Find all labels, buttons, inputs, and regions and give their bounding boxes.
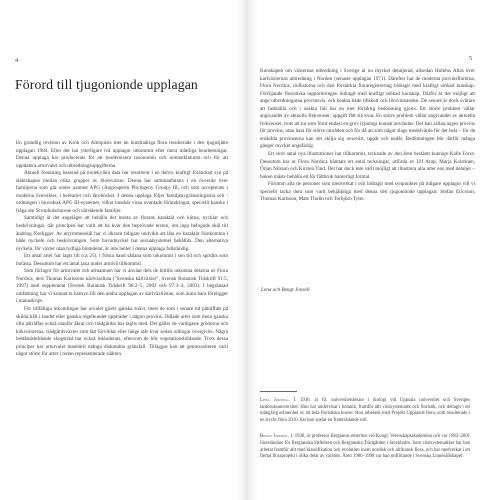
divider-rule bbox=[260, 391, 297, 392]
left-page bbox=[0, 0, 246, 500]
paragraph: En grundlig revision av Krok och Almquists mer än hundraåriga flora resulterade i den tjugosjätte upplagan 1984. Efter det har ytterligare två upplagor utkommit efter mera måttliga bearbetningar. Denna upplaga har producerats för att modernisera taxonomin och nomenklaturen och för att uppdatera arturvalet och utbredningsuppgifterna. bbox=[16, 140, 228, 169]
author-name: Lena Jonsell bbox=[260, 398, 289, 403]
author-bio-text: , f. 1936, är fil. universitetslektor i biologi vid Uppsala universitet och Sveriges lantbruksuniversitet. Hon har undervisat i botanik, framför allt växtsystematik och floristik, och deltagit i ett mångårig erfarenhet av att leda floristiska kurser. Hon arbetade med Projekt Upplands flora, som resulterade i en tryckt flora 2010, har hon spelat en framträdande roll. bbox=[260, 398, 470, 423]
paragraph: Förutom alla de personer som medverkat i och bidragit med synpunkter på tidigare upplagor vill vi speciellt tacka dem som varit behjälpliga med denna den tjugonionde upplagan: Stefan Ericsson, Thomas Karlsson, Mats Thulin och Torbjörn Tyler. bbox=[260, 181, 475, 203]
paragraph: Ett stort antal nya illustrationer har tillkommit, tecknade av den åren bestämt kunnige Kalle Forss. Dessutom har ur Flora Nordica hämtats ett antal teckningar, utförda av Ulf Arup, Marja Koistinen, Örjan Nilsson och Kirsten Tind. Det har dock inte varit möjligt att illustrera alla arter ens med detaljer – boken måste behålla ett för fältbruk hanterligt format. bbox=[260, 151, 475, 180]
left-body-text bbox=[16, 140, 228, 359]
signature: Lena och Bengt Jonsell bbox=[261, 287, 310, 293]
paragraph: Som förlagor för arturvalet och artnamnen har vi använt dels de hittills utkomna delarna av Flora Nordica, dels Thomas Karlssons kärlväxtlista ("Svenska kärlväxter", Svensk Botanisk Tidskrift 91:5, 1997) med supplement (Svensk Botanisk Tidskrift 96:2–5, 2002 och 97:3–4, 2003). I begränsad omfattning har vi kunnat ta hänsyn till den andra upplagan av kärlväxtlistan, som ännu bara föreligger i manuskript. bbox=[16, 268, 228, 305]
page-number-right: 5 bbox=[469, 55, 473, 62]
author-bio-text: , f. 1936, är professor Bergianus emeritus vid Kungl. Vetenskapsakademien och var 1983–2001 föreståndare för Bergianska Stiftelsen och Bergianska Trädgården i Stockholm. Som växtsystematiker har han arbetat framför allt med klassifikation och evolution inom nordisk och afrikansk flora, och har medverkat i ett flertal floraprojekt i olika delar av världen. Åren 1986–1998 var han ordförande i Svenska Linnésällskapet. bbox=[260, 434, 470, 460]
author-bios bbox=[260, 398, 470, 471]
book-gutter-shadow bbox=[236, 0, 258, 500]
chapter-title: Förord till tjugonionde upplagan bbox=[15, 77, 198, 92]
author-bio-lena bbox=[260, 398, 470, 424]
paragraph: Samtidigt är det angeläget att behålla det mesta av florans karaktär och kärna, nycklar och beskrivningar, där principen har varit att ha kvar den beprövade texten, om inga befogade skäl till ändring föreligger. Av utrymmesskäl har vi liksom tidigare undvikit att låta en karaktär förekomma i både nyckeln och beskrivningen. Som huvudnyckel har sexualsystemet behållits. Den alternativa nyckeln, för växter utan tydliga blomdelar, är inte heller i denna upplaga fullständig. bbox=[16, 215, 228, 252]
page-number-left: 4 bbox=[15, 57, 19, 64]
paragraph: Aktuell forskning baserad på molekylära data har resulterat i en delvis kraftigt förändrad syn på släktskapen mellan olika grupper av blomväxter. Denna har sammanfattats i en översikt över familjerna som går under namnet APG (Angiosperm Phylogeny Group) III, och som accepterats i moderna översikter, i herbarier och läroböcker. I denna upplaga följer familjeavgränsningarna och -ordningen i huvudsak APG III-systemet, vilket innebär vissa ovantade förändringar, speciellt kanske i fråga om Scrophulariaceae och närstående familjer. bbox=[16, 170, 228, 214]
paragraph: Kunskapen om växternas utbredning i Sverige är nu mycket detaljerad, allsedan Hulténs Atlas över kärlväxternas utbredning i Norden (senaste upplagan 1971). Därefter har de moderna provinsflorerna, Flora Nordica, rödlistorna och den förstärkta floraregistrering bidragit med kraftigt utökad kunskap. Förföjande floristiska rapporteringen bidragit med kraftigt utökad kunskap. Därför är det möjligt att ange utbredningarna provinsvis, och beakta både tillskott och försvinnanden. De senare är dock svårare att fastställa och i osäkra fall har en mer försiktig bedömning gjorts. Ett större problem vållar angivandet av aktuella frekvenser, uppgift fått stå kvar. En större problem vållar angivandet av aktuella frekvenser, trots att nu som förut endast en grov typologi kunnat användas. Det kan sällan anges provins för provins, utan bara för större områden och för då att som något slags medelvärde för det hela – för de enskilda provinserna kan det skilja sig avsevärt, uppåt och nedåt. Bedömningen blir därför många gånger mycket ungefärlig. bbox=[260, 68, 475, 150]
author-bio-bengt bbox=[260, 434, 470, 460]
author-name: Bengt Jonsell bbox=[260, 434, 289, 440]
paragraph: För tillfälliga inkomlingar har urvalet gjorts ganska snävt, mest de som i senare tid påträffats på skilda håll i landet eller ganska regelbundet uppträder i någon provins. Odlade arter som mera ganska ofta påträffas också utanför åkrar och trädgårdar har tagits med. Det gäller de vanligaste grödorna och köksväxterna, trädgårdsväxter som lätt förvildas eller länge står kvar sedan odlingar övergivits. Några beståndsbildande skogsträd har också inkluderats, eftersom de blir vegetationsbildande. Trots dessa principer har arturvalet innebärit många diskutabla gränsfall. Tilläggas kan att geniezositeten varit något större för arter i redan representerade släkten. bbox=[16, 306, 228, 358]
right-body-text bbox=[260, 68, 475, 204]
paragraph: Ett antal arter har lagts till (ca 25), i första hand sådana som inkommit i sen tid och spridits som bofasta. Dessutom har ett antal taxa under artnivå tillkommit. bbox=[16, 253, 228, 267]
